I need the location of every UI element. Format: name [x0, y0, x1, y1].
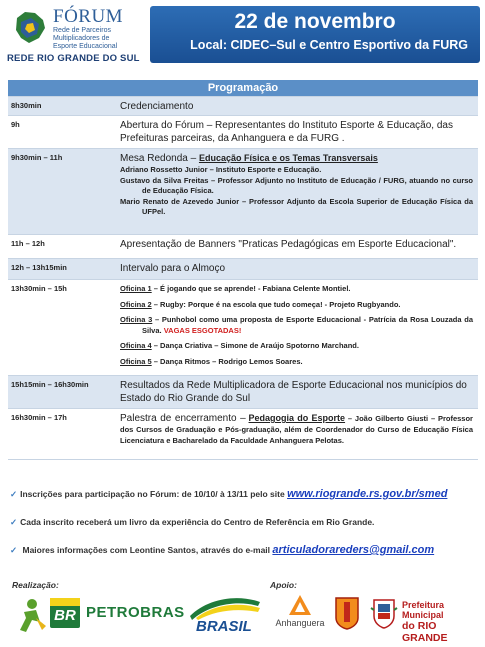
event-location: Local: CIDEC–Sul e Centro Esportivo da FURG — [190, 38, 468, 52]
schedule-item — [120, 412, 473, 446]
header — [0, 0, 485, 70]
schedule-item: Resultados da Rede Multiplicadora de Esporte Educacional nos municípios do Estado do Rio Grande do Sul — [120, 380, 467, 404]
schedule-row — [8, 96, 478, 115]
workshop — [120, 341, 473, 352]
anhanguera-text: Anhanguera — [275, 618, 325, 628]
brasil-logo-text: BRASIL — [196, 618, 252, 635]
schedule-item-prefix: Mesa Redonda – — [120, 153, 197, 164]
speaker: – João Gilberto Giusti – Professor dos Cursos de Graduação e Pós-graduação, além de Coordenador do Curso de Educação Física Licenciatura e Bacharelado da Faculdade Anhanguera Pelotas. — [120, 414, 473, 445]
workshop-text: – Dança Criativa – Simone de Araújo Spotorno Marchand. — [153, 341, 359, 350]
sold-out-badge: VAGAS ESGOTADAS! — [163, 325, 242, 335]
brasil-wave-icon — [188, 594, 262, 620]
schedule-item-topic: Educação Física e os Temas Transversais — [198, 153, 378, 163]
anhanguera-logo — [272, 594, 328, 640]
apoio-label: Apoio: — [270, 580, 297, 590]
speaker: Mario Renato de Azevedo Junior – Professor Adjunto da Escola Superior de Educação Física da UFPel. — [120, 196, 473, 216]
br-logo-text: BR — [54, 607, 76, 624]
schedule-row — [8, 115, 478, 148]
forum-logo — [5, 4, 145, 66]
logo-subtitle-line: Multiplicadores de — [53, 35, 110, 42]
schedule-time: 13h30min – 15h — [11, 284, 67, 293]
workshop — [120, 357, 473, 368]
logo-network-name: REDE RIO GRANDE DO SUL — [7, 53, 140, 64]
schedule-time: 15h15min – 16h30min — [11, 380, 89, 389]
workshop-label: Oficina 5 — [120, 356, 152, 366]
prefeitura-logo — [402, 600, 482, 644]
prefeitura-line2: do RIO GRANDE — [402, 620, 448, 644]
logo-title: FÓRUM — [53, 6, 124, 27]
schedule-time: 8h30min — [11, 101, 42, 110]
info-registration — [10, 487, 480, 515]
schedule-row — [8, 148, 478, 234]
workshop-text: – Punhobol como uma proposta de Esporte Educacional - Patrícia da Rosa Louzada da Silva. — [142, 315, 473, 335]
event-date: 22 de novembro — [234, 10, 396, 33]
brasil-logo — [188, 594, 262, 636]
schedule-row — [8, 375, 478, 408]
schedule-time: 16h30min – 17h — [11, 413, 67, 422]
check-icon: ✓ — [10, 545, 18, 555]
workshop-label: Oficina 1 — [120, 284, 152, 293]
schedule-item — [120, 152, 473, 165]
schedule-row — [8, 279, 478, 375]
schedule-item-prefix: Palestra de encerramento – — [120, 413, 246, 424]
workshop-label: Oficina 2 — [120, 299, 152, 309]
runner-logo — [10, 596, 50, 638]
petrobras-logo: PETROBRAS — [86, 604, 185, 621]
workshop-label: Oficina 3 — [120, 315, 153, 324]
schedule-time: 11h – 12h — [11, 239, 45, 248]
workshop — [120, 284, 473, 295]
registration-text: Inscrições para participação no Fórum: de 10/10/ à 13/11 pelo site — [20, 489, 285, 499]
check-icon: ✓ — [10, 489, 18, 499]
workshop-text: – Dança Ritmos – Rodrigo Lemos Soares. — [153, 356, 303, 366]
workshop-label: Oficina 4 — [120, 341, 152, 350]
registration-link[interactable]: www.riogrande.rs.gov.br/smed — [287, 488, 448, 500]
schedule-row — [8, 258, 478, 279]
schedule-table — [8, 80, 478, 460]
contact-text: Maiores informações com Leontine Santos, através do e-mail — [22, 545, 271, 555]
schedule-title: Programação — [8, 80, 478, 96]
info-book — [10, 515, 480, 543]
workshop-text: – Rugby: Porque é na escola que tudo começa! - Projeto Rugbyando. — [153, 299, 401, 309]
realizacao-label: Realização: — [12, 580, 59, 590]
workshop — [120, 300, 473, 311]
logo-subtitle-line: Esporte Educacional — [53, 43, 118, 50]
anhanguera-mark-icon — [288, 594, 312, 616]
speaker: Adriano Rossetto Junior – Instituto Esporte e Educação. — [120, 165, 322, 174]
logo-subtitle-line: Rede de Parceiros — [53, 27, 111, 34]
schedule-time: 9h30min – 11h — [11, 153, 63, 162]
schedule-item-topic: Pedagogia do Esporte — [248, 413, 346, 423]
logo-subtitle — [53, 27, 145, 51]
brazil-map-icon — [11, 8, 49, 46]
info-section — [10, 487, 480, 571]
schedule-item: Credenciamento — [120, 101, 194, 112]
schedule-item: Abertura do Fórum – Representantes do Instituto Esporte & Educação, das Prefeituras parceiras, da Anhanguera e da FURG . — [120, 120, 453, 144]
sponsors-section — [0, 580, 485, 647]
schedule-time: 12h – 13h15min — [11, 263, 67, 272]
date-banner — [150, 6, 480, 63]
schedule-row — [8, 408, 478, 460]
schedule-item: Intervalo para o Almoço — [120, 263, 226, 274]
book-text: Cada inscrito receberá um livro da experiência do Centro de Referência em Rio Grande. — [20, 517, 375, 527]
prefeitura-line1: Prefeitura Municipal — [402, 600, 445, 620]
contact-email-link[interactable]: articuladorareders@gmail.com — [272, 544, 435, 556]
workshop — [120, 315, 473, 336]
coat-of-arms-icon — [370, 596, 398, 630]
speaker: Gustavo da Silva Freitas – Professor Adjunto no Instituto de Educação / FURG, atuando no curso de Educação Física. — [120, 175, 473, 195]
furg-emblem-icon — [334, 596, 360, 630]
schedule-time: 9h — [11, 120, 20, 129]
workshop-text: – É jogando que se aprende! - Fabiana Celente Montiel. — [153, 284, 351, 293]
br-logo — [50, 598, 80, 628]
schedule-item: Apresentação de Banners "Praticas Pedagógicas em Esporte Educacional". — [120, 239, 457, 250]
schedule-row — [8, 234, 478, 258]
check-icon: ✓ — [10, 517, 18, 527]
info-contact — [10, 543, 480, 571]
